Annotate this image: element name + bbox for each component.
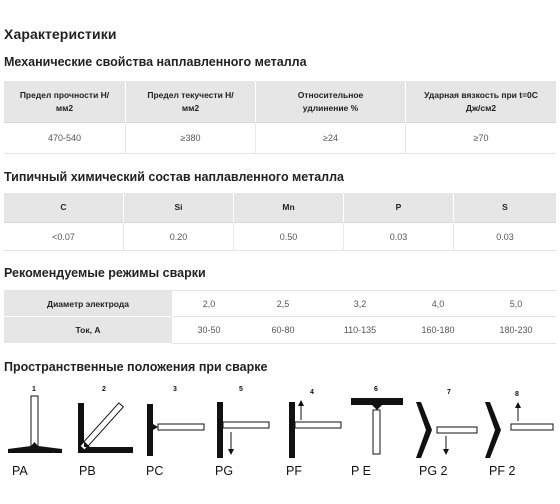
header-s: S [454,193,556,223]
current-value: 180-230 [476,317,556,344]
header-si: Si [124,193,234,223]
value-s: 0.03 [454,223,556,251]
mechanical-value-row [4,123,556,154]
value-p: 0.03 [344,223,454,251]
header-elongation: Относительное удлинение % [256,81,406,123]
header-mn: Mn [234,193,344,223]
position-number: 7 [447,389,451,396]
diameter-value: 5,0 [476,290,556,317]
current-row [4,317,556,344]
diameter-value: 2,5 [246,290,320,317]
position-code: PF 2 [489,464,516,478]
position-code: PF [286,464,302,478]
current-label: Ток, А [4,317,172,344]
diameter-value: 3,2 [320,290,400,317]
position-pg-icon [217,402,269,458]
mechanical-table [4,81,556,154]
chemical-header-row [4,193,556,223]
position-pc-icon [147,404,204,456]
mechanical-header-row [4,81,556,123]
welding-section-title: Рекомендуемые режимы сварки [4,266,206,280]
welding-positions-diagram [0,380,560,504]
positions-section-title: Пространственные положения при сварке [4,360,268,374]
header-yield-strength: Предел текучести Н/ мм2 [126,81,256,123]
position-code: PB [79,464,96,478]
diameter-row [4,290,556,317]
position-number: 4 [310,389,314,396]
position-number: 2 [102,386,106,393]
current-value: 60-80 [246,317,320,344]
welding-table [4,290,556,344]
diameter-value: 2,0 [172,290,246,317]
position-number: 8 [515,391,519,398]
position-number: 1 [32,386,36,393]
position-code: PG 2 [419,464,448,478]
position-number: 6 [374,386,378,393]
position-code: PC [146,464,164,478]
header-tensile-strength: Предел прочности Н/ мм2 [4,81,126,123]
position-pf2-icon [485,402,553,458]
diameter-value: 4,0 [400,290,476,317]
position-pg2-icon [416,402,477,458]
position-pe-icon [351,398,403,454]
value-mn: 0.50 [234,223,344,251]
position-number: 3 [173,386,177,393]
chemical-section-title: Типичный химический состав наплавленного металла [4,170,345,184]
current-value: 30-50 [172,317,246,344]
value-tensile-strength: 470-540 [4,123,126,154]
header-p: P [344,193,454,223]
header-c: C [4,193,124,223]
position-pa-icon [8,396,62,453]
value-si: 0.20 [124,223,234,251]
chemical-table [4,193,556,251]
position-code: PG [215,464,234,478]
value-impact-toughness: ≥70 [406,123,556,154]
page-title: Характеристики [4,26,117,42]
chemical-value-row [4,223,556,251]
header-impact-toughness: Ударная вязкость при t=0С Дж/см2 [406,81,556,123]
mechanical-section-title: Механические свойства наплавленного металла [4,55,307,69]
position-code: P E [351,464,371,478]
value-c: <0.07 [4,223,124,251]
value-elongation: ≥24 [256,123,406,154]
position-code: PA [12,464,28,478]
current-value: 160-180 [400,317,476,344]
position-number: 5 [239,386,243,393]
diameter-label: Диаметр электрода [4,290,172,317]
current-value: 110-135 [320,317,400,344]
position-pb-icon [78,403,133,453]
value-yield-strength: ≥380 [126,123,256,154]
position-pf-icon [289,400,341,458]
